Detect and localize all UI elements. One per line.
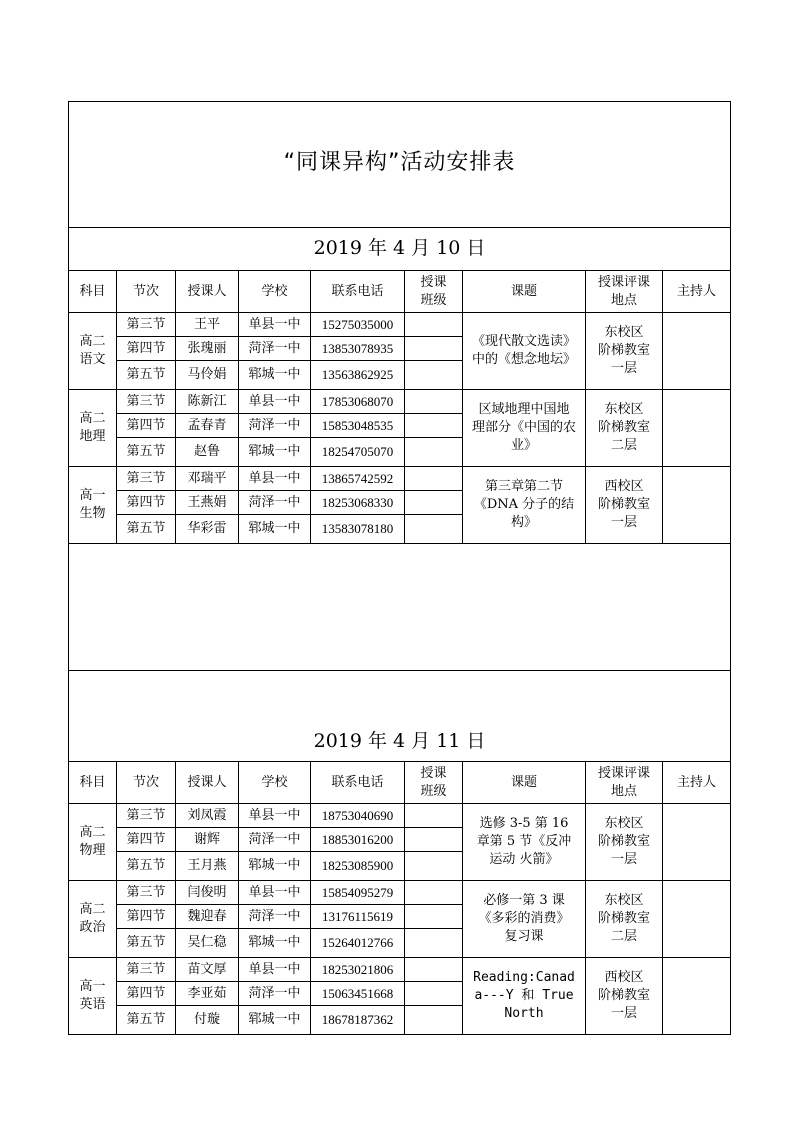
teacher-cell: 马伶娟 bbox=[176, 361, 239, 390]
teacher-cell: 王燕娟 bbox=[176, 491, 239, 515]
column-header: 课题 bbox=[463, 762, 586, 804]
header-row bbox=[69, 271, 731, 313]
period-cell: 第三节 bbox=[117, 804, 176, 828]
class-cell bbox=[405, 515, 463, 544]
column-header: 主持人 bbox=[663, 271, 731, 313]
school-cell: 菏泽一中 bbox=[239, 905, 311, 929]
class-cell bbox=[405, 905, 463, 929]
teacher-cell: 张瑰丽 bbox=[176, 337, 239, 361]
school-cell: 单县一中 bbox=[239, 467, 311, 491]
school-cell: 单县一中 bbox=[239, 804, 311, 828]
schedule-table bbox=[68, 101, 731, 1035]
teacher-cell: 谢辉 bbox=[176, 828, 239, 852]
page-title: “同课异构”活动安排表 bbox=[283, 150, 516, 175]
teacher-cell: 赵鲁 bbox=[176, 438, 239, 467]
class-cell bbox=[405, 337, 463, 361]
column-header: 节次 bbox=[117, 762, 176, 804]
period-cell: 第三节 bbox=[117, 881, 176, 905]
phone-cell: 17853068070 bbox=[311, 390, 405, 414]
host-cell bbox=[663, 313, 731, 390]
phone-cell: 18678187362 bbox=[311, 1006, 405, 1035]
table-row bbox=[69, 804, 731, 828]
subject-cell: 高二 地理 bbox=[69, 390, 117, 467]
phone-cell: 15275035000 bbox=[311, 313, 405, 337]
school-cell: 单县一中 bbox=[239, 881, 311, 905]
location-cell: 东校区 阶梯教室 二层 bbox=[586, 881, 663, 958]
subject-cell: 高一 生物 bbox=[69, 467, 117, 544]
period-cell: 第五节 bbox=[117, 1006, 176, 1035]
teacher-cell: 邓瑞平 bbox=[176, 467, 239, 491]
host-cell bbox=[663, 804, 731, 881]
period-cell: 第四节 bbox=[117, 982, 176, 1006]
date-heading: 2019 年 4 月 10 日 bbox=[313, 236, 486, 259]
location-cell: 东校区 阶梯教室 一层 bbox=[586, 804, 663, 881]
phone-cell: 15853048535 bbox=[311, 414, 405, 438]
column-header: 联系电话 bbox=[311, 271, 405, 313]
period-cell: 第五节 bbox=[117, 515, 176, 544]
table-row bbox=[69, 467, 731, 491]
class-cell bbox=[405, 361, 463, 390]
period-cell: 第三节 bbox=[117, 467, 176, 491]
phone-cell: 15854095279 bbox=[311, 881, 405, 905]
phone-cell: 18253021806 bbox=[311, 958, 405, 982]
period-cell: 第五节 bbox=[117, 852, 176, 881]
host-cell bbox=[663, 958, 731, 1035]
host-cell bbox=[663, 467, 731, 544]
blank-row bbox=[69, 544, 731, 671]
phone-cell: 18253068330 bbox=[311, 491, 405, 515]
subject-cell: 高一 英语 bbox=[69, 958, 117, 1035]
class-cell bbox=[405, 390, 463, 414]
date-heading: 2019 年 4 月 11 日 bbox=[313, 730, 486, 752]
phone-cell: 18253085900 bbox=[311, 852, 405, 881]
teacher-cell: 王月燕 bbox=[176, 852, 239, 881]
teacher-cell: 苗文厚 bbox=[176, 958, 239, 982]
period-cell: 第四节 bbox=[117, 905, 176, 929]
period-cell: 第五节 bbox=[117, 438, 176, 467]
teacher-cell: 闫俊明 bbox=[176, 881, 239, 905]
table-row bbox=[69, 313, 731, 337]
topic-cell: 第三章第二节 《DNA 分子的结 构》 bbox=[463, 467, 586, 544]
host-cell bbox=[663, 881, 731, 958]
topic-cell: 《现代散文选读》 中的《想念地坛》 bbox=[463, 313, 586, 390]
teacher-cell: 刘凤霞 bbox=[176, 804, 239, 828]
school-cell: 郓城一中 bbox=[239, 1006, 311, 1035]
location-cell: 东校区 阶梯教室 一层 bbox=[586, 313, 663, 390]
period-cell: 第四节 bbox=[117, 337, 176, 361]
school-cell: 菏泽一中 bbox=[239, 491, 311, 515]
class-cell bbox=[405, 828, 463, 852]
column-header: 授课评课 地点 bbox=[586, 271, 663, 313]
column-header: 学校 bbox=[239, 271, 311, 313]
host-cell bbox=[663, 390, 731, 467]
phone-cell: 13563862925 bbox=[311, 361, 405, 390]
period-cell: 第五节 bbox=[117, 929, 176, 958]
phone-cell: 15063451668 bbox=[311, 982, 405, 1006]
subject-cell: 高二 语文 bbox=[69, 313, 117, 390]
table-row bbox=[69, 958, 731, 982]
class-cell bbox=[405, 804, 463, 828]
column-header: 主持人 bbox=[663, 762, 731, 804]
class-cell bbox=[405, 1006, 463, 1035]
school-cell: 菏泽一中 bbox=[239, 337, 311, 361]
phone-cell: 15264012766 bbox=[311, 929, 405, 958]
class-cell bbox=[405, 982, 463, 1006]
table-row bbox=[69, 390, 731, 414]
phone-cell: 13583078180 bbox=[311, 515, 405, 544]
phone-cell: 13853078935 bbox=[311, 337, 405, 361]
column-header: 课题 bbox=[463, 271, 586, 313]
date-cell bbox=[69, 671, 731, 762]
topic-cell: 区域地理中国地 理部分《中国的农 业》 bbox=[463, 390, 586, 467]
school-cell: 郓城一中 bbox=[239, 438, 311, 467]
subject-cell: 高二 物理 bbox=[69, 804, 117, 881]
schedule-sheet bbox=[68, 101, 730, 1041]
column-header: 授课 班级 bbox=[405, 271, 463, 313]
school-cell: 郓城一中 bbox=[239, 515, 311, 544]
school-cell: 单县一中 bbox=[239, 390, 311, 414]
class-cell bbox=[405, 929, 463, 958]
school-cell: 菏泽一中 bbox=[239, 414, 311, 438]
period-cell: 第三节 bbox=[117, 958, 176, 982]
column-header: 授课 班级 bbox=[405, 762, 463, 804]
period-cell: 第四节 bbox=[117, 828, 176, 852]
teacher-cell: 李亚茹 bbox=[176, 982, 239, 1006]
column-header: 联系电话 bbox=[311, 762, 405, 804]
school-cell: 郓城一中 bbox=[239, 929, 311, 958]
column-header: 授课人 bbox=[176, 762, 239, 804]
topic-cell: 选修 3-5 第 16 章第 5 节《反冲 运动 火箭》 bbox=[463, 804, 586, 881]
period-cell: 第三节 bbox=[117, 390, 176, 414]
class-cell bbox=[405, 881, 463, 905]
title-cell bbox=[69, 102, 731, 228]
teacher-cell: 孟春青 bbox=[176, 414, 239, 438]
class-cell bbox=[405, 313, 463, 337]
column-header: 节次 bbox=[117, 271, 176, 313]
class-cell bbox=[405, 467, 463, 491]
class-cell bbox=[405, 438, 463, 467]
teacher-cell: 付璇 bbox=[176, 1006, 239, 1035]
date-cell bbox=[69, 228, 731, 271]
teacher-cell: 华彩雷 bbox=[176, 515, 239, 544]
column-header: 科目 bbox=[69, 271, 117, 313]
phone-cell: 13176115619 bbox=[311, 905, 405, 929]
school-cell: 郓城一中 bbox=[239, 361, 311, 390]
period-cell: 第五节 bbox=[117, 361, 176, 390]
column-header: 学校 bbox=[239, 762, 311, 804]
school-cell: 郓城一中 bbox=[239, 852, 311, 881]
phone-cell: 18853016200 bbox=[311, 828, 405, 852]
class-cell bbox=[405, 852, 463, 881]
phone-cell: 13865742592 bbox=[311, 467, 405, 491]
school-cell: 菏泽一中 bbox=[239, 982, 311, 1006]
subject-cell: 高二 政治 bbox=[69, 881, 117, 958]
period-cell: 第四节 bbox=[117, 491, 176, 515]
teacher-cell: 魏迎春 bbox=[176, 905, 239, 929]
topic-cell: Reading:Canad a---Y 和 True North bbox=[463, 958, 586, 1035]
table-row bbox=[69, 881, 731, 905]
teacher-cell: 陈新江 bbox=[176, 390, 239, 414]
class-cell bbox=[405, 414, 463, 438]
period-cell: 第四节 bbox=[117, 414, 176, 438]
teacher-cell: 王平 bbox=[176, 313, 239, 337]
period-cell: 第三节 bbox=[117, 313, 176, 337]
phone-cell: 18254705070 bbox=[311, 438, 405, 467]
school-cell: 单县一中 bbox=[239, 958, 311, 982]
school-cell: 单县一中 bbox=[239, 313, 311, 337]
column-header: 授课评课 地点 bbox=[586, 762, 663, 804]
class-cell bbox=[405, 491, 463, 515]
class-cell bbox=[405, 958, 463, 982]
topic-cell: 必修一第 3 课 《多彩的消费》 复习课 bbox=[463, 881, 586, 958]
location-cell: 西校区 阶梯教室 一层 bbox=[586, 958, 663, 1035]
phone-cell: 18753040690 bbox=[311, 804, 405, 828]
teacher-cell: 吴仁稳 bbox=[176, 929, 239, 958]
school-cell: 菏泽一中 bbox=[239, 828, 311, 852]
column-header: 科目 bbox=[69, 762, 117, 804]
location-cell: 西校区 阶梯教室 一层 bbox=[586, 467, 663, 544]
column-header: 授课人 bbox=[176, 271, 239, 313]
location-cell: 东校区 阶梯教室 二层 bbox=[586, 390, 663, 467]
header-row bbox=[69, 762, 731, 804]
